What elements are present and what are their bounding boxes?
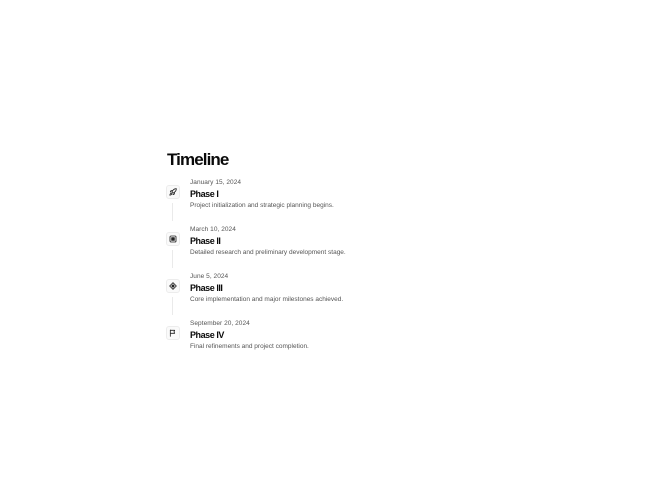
timeline-phase-title: Phase IV (190, 330, 224, 340)
timeline-description: Project initialization and strategic planning begins. (190, 202, 334, 209)
timeline-content (190, 226, 346, 257)
timeline-description: Core implementation and major milestones achieved. (190, 296, 344, 303)
timeline-item-phase-4 (166, 320, 506, 367)
timeline-date: March 10, 2024 (190, 226, 236, 233)
timeline-section (166, 150, 506, 367)
timeline-date: September 20, 2024 (190, 320, 250, 327)
timeline-date: January 15, 2024 (190, 179, 242, 186)
timeline-content (190, 273, 343, 304)
timeline-marker (166, 326, 180, 340)
rocket-icon (169, 188, 177, 196)
timeline-connector (172, 297, 173, 315)
timeline-phase-title: Phase II (190, 236, 221, 246)
timeline-connector (172, 203, 173, 221)
timeline-marker (166, 279, 180, 293)
diamond-icon (169, 282, 177, 290)
timeline-date: June 5, 2024 (190, 273, 229, 280)
timeline-item-phase-1 (166, 179, 506, 226)
timeline-description: Final refinements and project completion. (190, 343, 309, 350)
timeline-content (190, 320, 309, 351)
timeline-phase-title: Phase III (190, 283, 223, 293)
timeline-content (190, 179, 334, 210)
timeline-marker (166, 185, 180, 199)
timeline-item-phase-3 (166, 273, 506, 320)
timeline-connector (172, 250, 173, 268)
timeline-list (166, 179, 506, 367)
flag-icon (169, 329, 177, 337)
timeline-phase-title: Phase I (190, 189, 219, 199)
box-icon (169, 235, 177, 243)
page-title: Timeline (167, 150, 229, 169)
timeline-item-phase-2 (166, 226, 506, 273)
timeline-description: Detailed research and preliminary development stage. (190, 249, 346, 256)
timeline-marker (166, 232, 180, 246)
